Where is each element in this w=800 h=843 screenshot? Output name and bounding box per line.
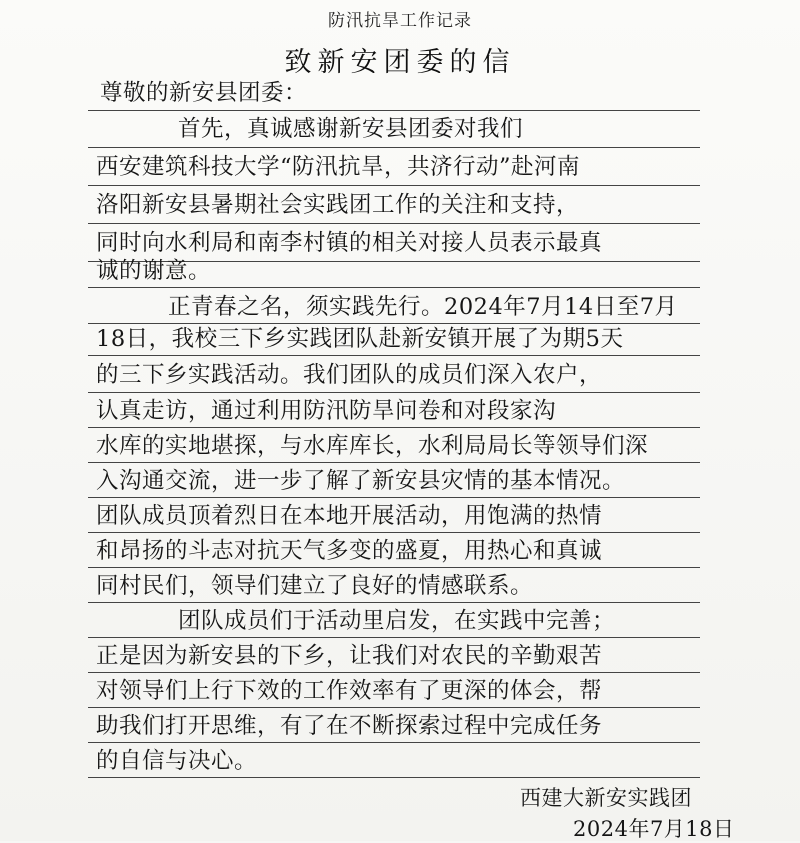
body-line: 的三下乡实践活动。我们团队的成员们深入农户， [96, 362, 603, 388]
body-line: 入沟通交流，进一步了解了新安县灾情的基本情况。 [96, 468, 626, 494]
salutation: 尊敬的新安县团委： [100, 80, 308, 106]
body-line: 团队成员顶着烈日在本地开展活动，用饱满的热情 [96, 503, 603, 529]
body-line: 同时向水利局和南李村镇的相关对接人员表示最真 [96, 230, 603, 256]
signature-date: 2024年7月18日 [573, 817, 735, 841]
signature: 西建大新安实践团 [520, 786, 692, 810]
body-line: 诚的谢意。 [96, 258, 212, 284]
body-line: 对领导们上行下效的工作效率有了更深的体会，帮 [96, 678, 603, 704]
body-line: 18日，我校三下乡实践团队赴新安镇开展了为期5天 [96, 326, 624, 352]
body-line: 助我们打开思维，有了在不断探索过程中完成任务 [96, 713, 603, 739]
body-line: 认真走访，通过利用防汛防旱问卷和对段家沟 [96, 398, 557, 424]
letter-title: 致新安团委的信 [284, 47, 516, 78]
body-line: 正是因为新安县的下乡，让我们对农民的辛勤艰苦 [96, 643, 603, 669]
body-line: 首先，真诚感谢新安县团委对我们 [178, 116, 524, 142]
body-line: 正青春之名，须实践先行。2024年7月14日至7月 [168, 294, 678, 320]
body-line: 团队成员们于活动里启发，在实践中完善； [178, 608, 616, 634]
body-line: 西安建筑科技大学“防汛抗旱，共济行动”赴河南 [96, 154, 581, 180]
body-line: 和昂扬的斗志对抗天气多变的盛夏，用热心和真诚 [96, 538, 603, 564]
body-line: 洛阳新安县暑期社会实践团工作的关注和支持， [96, 192, 580, 218]
body-line: 的自信与决心。 [96, 748, 258, 774]
body-line: 水库的实地堪探，与水库库长，水利局局长等领导们深 [96, 433, 649, 459]
body-line: 同村民们，领导们建立了良好的情感联系。 [96, 573, 534, 599]
record-header: 防汛抗旱工作记录 [328, 11, 472, 31]
